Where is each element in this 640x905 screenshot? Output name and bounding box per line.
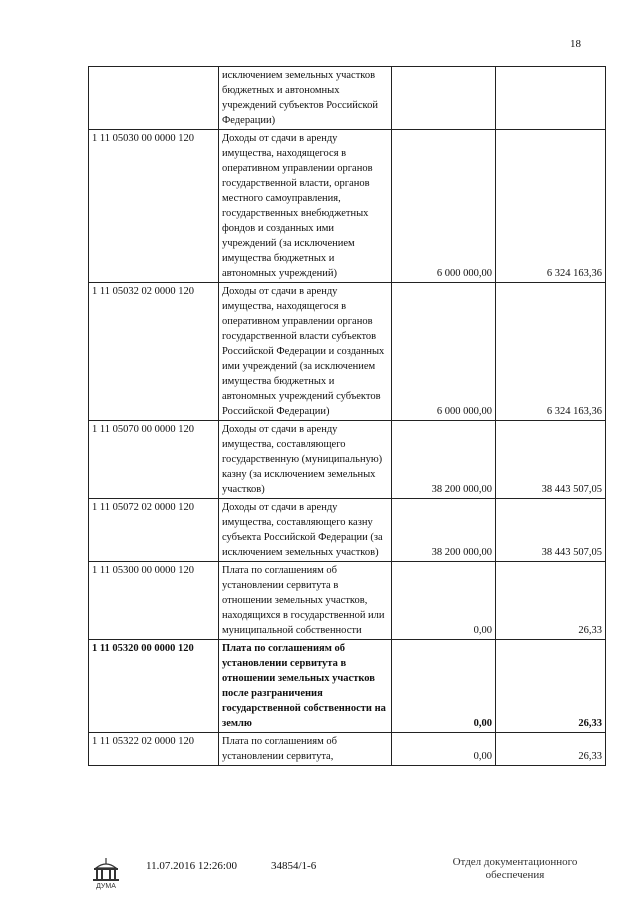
actual-amount-cell: 6 324 163,36: [496, 130, 606, 283]
actual-amount-cell: [496, 67, 606, 130]
table-row: [89, 733, 606, 766]
actual-amount-cell: 38 443 507,05: [496, 421, 606, 499]
code-cell: 1 11 05030 00 0000 120: [89, 130, 219, 283]
actual-amount-cell: 26,33: [496, 733, 606, 766]
footer-department: [440, 856, 590, 882]
plan-amount-cell: [392, 67, 496, 130]
actual-amount-cell: 26,33: [496, 562, 606, 640]
page-number: 18: [570, 38, 581, 50]
description-cell: исключением земельных участков бюджетных и автономных учреждений субъектов Российской Федерации): [219, 67, 392, 130]
code-cell: 1 11 05032 02 0000 120: [89, 283, 219, 421]
code-cell: 1 11 05322 02 0000 120: [89, 733, 219, 766]
plan-amount-cell: 6 000 000,00: [392, 283, 496, 421]
plan-amount-cell: 0,00: [392, 733, 496, 766]
description-cell: Плата по соглашениям об установлении сервитута в отношении земельных участков, находящихся в государственной или муниципальной собственности: [219, 562, 392, 640]
plan-amount-cell: 0,00: [392, 562, 496, 640]
description-cell: Доходы от сдачи в аренду имущества, находящегося в оперативном управлении органов государственной власти субъектов Российской Федерации и созданных ими учреждений (за исключением имущества бюджетных и автономных учреждений субъектов Российской Федерации): [219, 283, 392, 421]
table-row: [89, 499, 606, 562]
code-cell: 1 11 05072 02 0000 120: [89, 499, 219, 562]
duma-emblem-icon: [88, 856, 124, 890]
plan-amount-cell: 38 200 000,00: [392, 499, 496, 562]
table-row: [89, 562, 606, 640]
table-row: [89, 67, 606, 130]
actual-amount-cell: 6 324 163,36: [496, 283, 606, 421]
footer-dept-line2: обеспечения: [485, 869, 545, 881]
description-cell: Доходы от сдачи в аренду имущества, составляющего казну субъекта Российской Федерации (за исключением земельных участков): [219, 499, 392, 562]
description-cell: Доходы от сдачи в аренду имущества, составляющего государственную (муниципальную) казну (за исключением земельных участков): [219, 421, 392, 499]
footer-dept-line1: Отдел документационного: [452, 856, 578, 868]
description-cell: Доходы от сдачи в аренду имущества, находящегося в оперативном управлении органов государственной власти, органов местного самоуправления, государственных внебюджетных фондов и созданных ими учреждений (за исключением имущества бюджетных и автономных учреждений): [219, 130, 392, 283]
table-row: [89, 640, 606, 733]
plan-amount-cell: 6 000 000,00: [392, 130, 496, 283]
logo-text: ДУМА: [96, 883, 116, 890]
table-row: [89, 283, 606, 421]
page-footer: [0, 856, 640, 896]
table-row: [89, 130, 606, 283]
actual-amount-cell: 26,33: [496, 640, 606, 733]
revenue-table: [88, 66, 606, 766]
code-cell: 1 11 05320 00 0000 120: [89, 640, 219, 733]
description-cell: Плата по соглашениям об установлении сервитута в отношении земельных участков после разграничения государственной собственности на землю: [219, 640, 392, 733]
code-cell: [89, 67, 219, 130]
plan-amount-cell: 38 200 000,00: [392, 421, 496, 499]
footer-date: 11.07.2016 12:26:00: [146, 860, 237, 872]
footer-doc-number: 34854/1-6: [271, 860, 317, 872]
code-cell: 1 11 05300 00 0000 120: [89, 562, 219, 640]
code-cell: 1 11 05070 00 0000 120: [89, 421, 219, 499]
actual-amount-cell: 38 443 507,05: [496, 499, 606, 562]
plan-amount-cell: 0,00: [392, 640, 496, 733]
description-cell: Плата по соглашениям об установлении сервитута,: [219, 733, 392, 766]
table-row: [89, 421, 606, 499]
